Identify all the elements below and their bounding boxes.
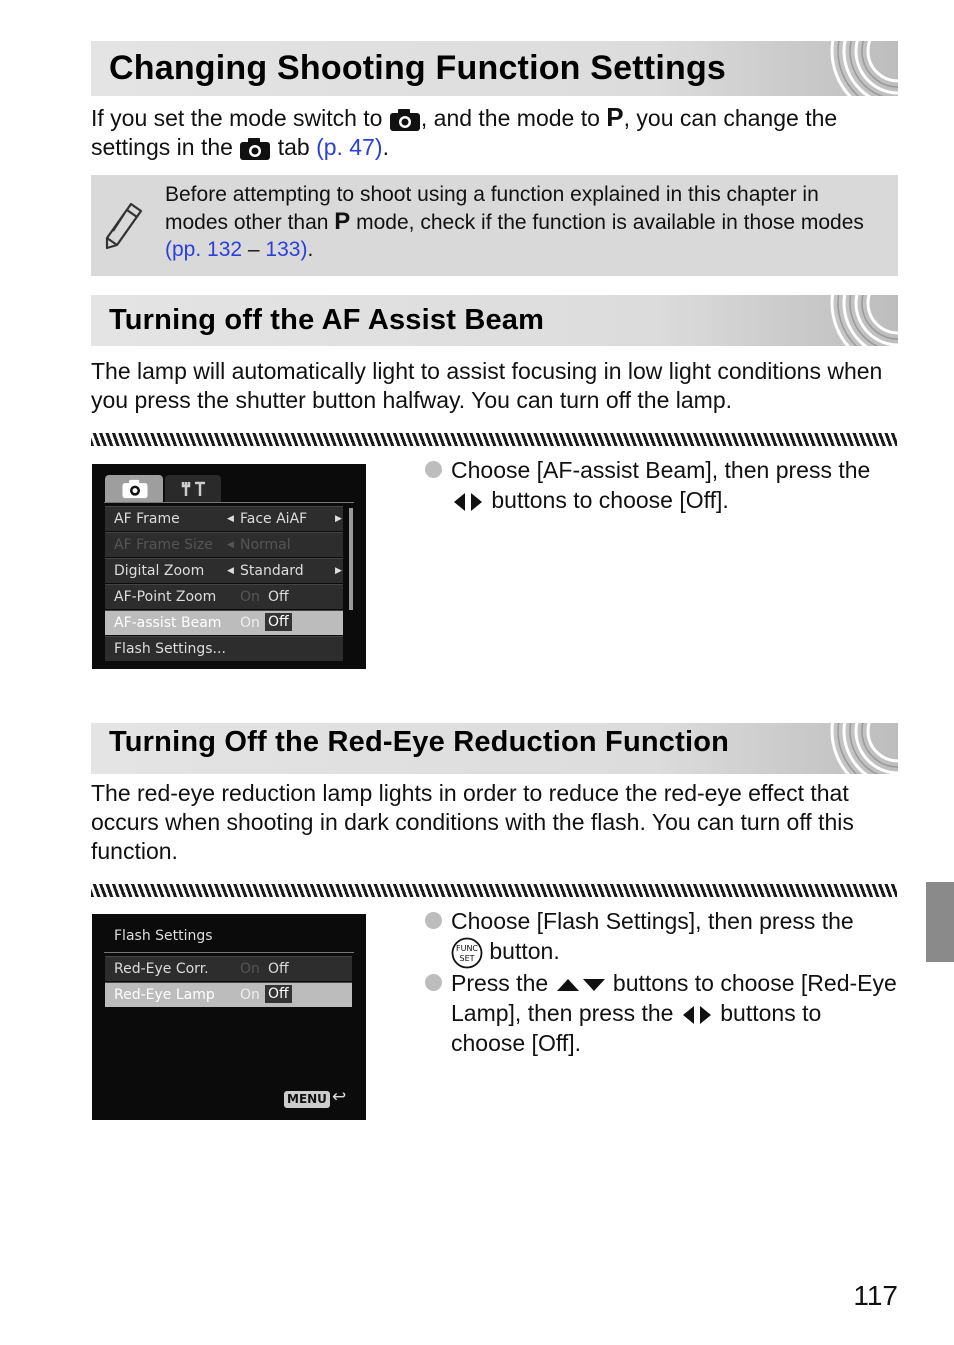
menu-label: AF-assist Beam [114,615,222,631]
title-divider [104,952,354,953]
option-on: On [240,589,260,605]
left-right-buttons-icon [680,1004,714,1026]
pencil-icon [103,201,143,251]
intro-text: . [382,134,389,160]
intro-text: , you can change the settings in the [91,105,838,160]
svg-text:FUNC: FUNC [455,943,479,953]
option-on: On [240,615,260,631]
camera-icon [389,108,421,132]
step-bullet [425,912,442,929]
instruction-step [425,455,900,515]
screen-title: Flash Settings [114,928,213,944]
menu-row-af-frame [105,506,343,531]
swirl-decoration [768,295,898,346]
menu-label: AF-Point Zoom [114,589,217,605]
step-text [451,906,900,969]
note-text [165,181,880,263]
step-text [451,455,900,515]
step-text [451,968,900,1058]
menu-row-af-assist-beam [105,610,343,635]
page-link[interactable]: 133) [265,238,308,261]
up-down-buttons-icon [555,976,607,994]
intro-text: tab [271,134,317,160]
chapter-heading-bar [91,41,898,96]
step-text-part: Choose [AF-assist Beam], then press the [451,457,871,483]
tools-icon [181,480,207,498]
section-title: Turning off the AF Assist Beam [109,304,545,336]
right-arrow-icon: ▶ [335,514,342,524]
step-bullet [425,974,442,991]
instruction-step [425,968,900,1058]
swirl-decoration [768,723,898,774]
step-text-part: button. [483,938,560,964]
section-title: Turning Off the Red-Eye Reduction Function [109,726,730,758]
menu-row-red-eye-corr [105,956,352,981]
step-bullet [425,461,442,478]
intro-text: If you set the mode switch to [91,105,389,131]
intro-text: , and the mode to [420,105,607,131]
menu-row-af-frame-size [105,532,343,557]
program-mode-icon: P [334,208,351,235]
right-arrow-icon: ▶ [335,566,342,576]
menu-button-icon: MENU [284,1091,330,1108]
step-text-part: Choose [Flash Settings], then press the [451,908,854,934]
menu-row-red-eye-lamp [105,982,352,1007]
menu-label: Digital Zoom [114,563,205,579]
tab-divider [104,502,354,503]
hatched-divider [91,433,897,446]
section-heading-bar [91,723,898,774]
instruction-step [425,906,900,969]
note-text-part: . [307,238,314,261]
menu-row-flash-settings [105,636,343,661]
intro-paragraph [91,103,899,162]
option-off: Off [268,961,289,977]
left-arrow-icon: ◀ [227,566,234,576]
hatched-divider [91,884,897,897]
step-text-part: buttons to choose [Red-Eye Lamp], then press the [451,970,897,1026]
svg-text:SET: SET [459,953,475,963]
page-link[interactable]: (pp. 132 [165,238,243,261]
option-off: Off [268,589,289,605]
camera-screen [92,914,366,1120]
note-box [91,175,898,276]
camera-icon [239,137,271,161]
section-body: The lamp will automatically light to assist focusing in low light conditions when you press the shutter button halfway. You can turn off the lamp. [91,358,883,413]
menu-value: Face AiAF [240,511,308,527]
left-arrow-icon: ◀ [227,540,234,550]
left-right-buttons-icon [451,491,485,513]
step-text-part: buttons to choose [Off]. [485,487,729,513]
menu-row-digital-zoom [105,558,343,583]
section-heading-bar [91,295,898,346]
step-text-part: buttons to choose [Off]. [451,1000,822,1056]
menu-value: Normal [240,537,291,553]
return-arrow-icon: ↩ [332,1087,347,1106]
page-link[interactable]: (p. 47) [316,134,383,160]
scrollbar [349,508,353,610]
menu-label: AF Frame [114,511,180,527]
option-off-selected: Off [265,613,292,631]
tab-settings [165,475,221,502]
camera-screen [92,464,366,669]
section-body: The red-eye reduction lamp lights in order to reduce the red-eye effect that occurs when shooting in dark conditions with the flash. You can turn off this function. [91,780,854,864]
step-text-part: Press the [451,970,555,996]
menu-label: Flash Settings... [114,641,226,657]
menu-label: Red-Eye Corr. [114,961,209,977]
note-text-part: Before attempting to shoot using a function explained in this chapter in modes other than [165,183,819,234]
program-mode-icon: P [606,102,624,132]
option-off-selected: Off [265,985,292,1003]
option-on: On [240,987,260,1003]
menu-value: Standard [240,563,304,579]
left-arrow-icon: ◀ [227,514,234,524]
func-set-button-icon [451,937,483,969]
note-text-part: – [242,238,266,261]
chapter-thumb-tab [926,882,954,962]
page-number: 117 [853,1280,898,1311]
note-text-part: mode, check if the function is available in those modes [350,211,864,234]
menu-label: AF Frame Size [114,537,213,553]
menu-row-af-point-zoom [105,584,343,609]
tab-camera [105,475,163,502]
option-on: On [240,961,260,977]
camera-icon [121,479,149,499]
swirl-decoration [768,41,898,96]
menu-label: Red-Eye Lamp [114,987,215,1003]
page-title: Changing Shooting Function Settings [109,49,727,87]
